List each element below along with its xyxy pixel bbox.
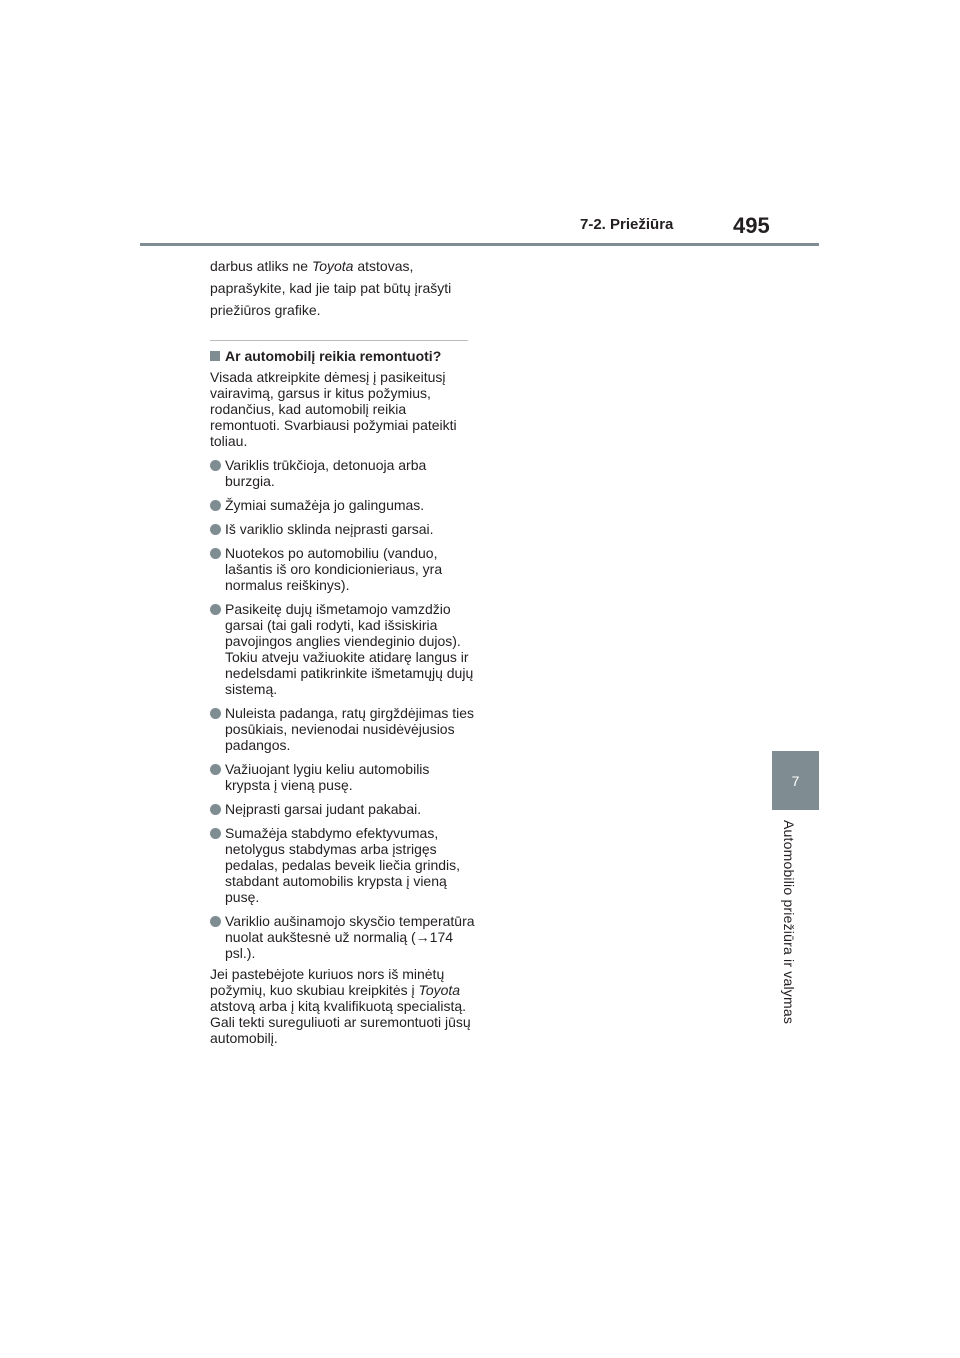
header-rule xyxy=(140,243,819,246)
intro-text-2: atstovas, paprašykite, kad jie taip pat būtų įrašyti priežiūros grafike. xyxy=(210,258,452,318)
list-item-text: Nuleista padanga, ratų girgždėjimas ties posūkiais, nevienodai nusidėvėjusios padangos. xyxy=(225,705,475,753)
list-item xyxy=(210,913,478,961)
closing-text-1: Jei pastebėjote kuriuos nors iš minėtų požymių, kuo skubiau kreipkitės į xyxy=(210,966,445,998)
bullet-dot-icon xyxy=(210,604,221,615)
list-item-text: Žymiai sumažėja jo galingumas. xyxy=(225,497,425,513)
bullet-dot-icon xyxy=(210,708,221,719)
symptom-list xyxy=(210,457,478,961)
chapter-tab xyxy=(772,751,819,810)
bullet-dot-icon xyxy=(210,548,221,559)
bullet-dot-icon xyxy=(210,524,221,535)
chapter-number: 7 xyxy=(791,773,800,789)
main-content xyxy=(210,255,478,1046)
list-item-text: Variklis trūkčioja, detonuoja arba burzgia. xyxy=(225,457,427,489)
list-item xyxy=(210,457,478,489)
page-number: 495 xyxy=(733,213,770,238)
bullet-dot-icon xyxy=(210,804,221,815)
bullet-dot-icon xyxy=(210,916,221,927)
list-item-text: Iš variklio sklinda neįprasti garsai. xyxy=(225,521,434,537)
list-item xyxy=(210,497,478,513)
list-item-text: Nuotekos po automobiliu (vanduo, lašantis iš oro kondicionieriaus, yra normalus reiškinys). xyxy=(225,545,443,593)
closing-text-2: atstovą arba į kitą kvalifikuotą specialistą. xyxy=(210,998,467,1014)
list-item-text: Neįprasti garsai judant pakabai. xyxy=(225,801,422,817)
bullet-dot-icon xyxy=(210,500,221,511)
intro-brand: Toyota xyxy=(311,258,354,274)
section-heading xyxy=(210,347,478,365)
section-title: Ar automobilį reikia remontuoti? xyxy=(225,348,442,364)
list-item xyxy=(210,801,478,817)
list-item-text: Variklio aušinamojo skysčio temperatūra nuolat aukštesnė už normalią (→174 psl.). xyxy=(225,913,475,961)
square-bullet-icon xyxy=(210,351,220,361)
list-item xyxy=(210,601,478,697)
list-item xyxy=(210,761,478,793)
section-divider xyxy=(210,340,468,341)
closing-text-3: Gali tekti sureguliuoti ar suremontuoti jūsų automobilį. xyxy=(210,1014,471,1046)
list-item-text: Važiuojant lygiu keliu automobilis krypsta į vieną pusę. xyxy=(225,761,430,793)
bullet-dot-icon xyxy=(210,764,221,775)
bullet-dot-icon xyxy=(210,460,221,471)
intro-paragraph xyxy=(210,255,478,321)
section-intro: Visada atkreipkite dėmesį į pasikeitusį vairavimą, garsus ir kitus požymius, rodančius, kad automobilį reikia remontuoti. Svarbiausi požymiai pateikti toliau. xyxy=(210,369,457,449)
list-item-text: Pasikeitę dujų išmetamojo vamzdžio garsai (tai gali rodyti, kad išsiskiria pavojingos anglies viendeginio dujos). Tokiu atveju važiuokite atidarę langus ir nedelsdami patikrinkite išmetamųjų dujų sistemą. xyxy=(225,601,474,697)
header-section-title: 7-2. Priežiūra xyxy=(580,216,674,233)
closing-brand: Toyota xyxy=(418,982,461,998)
list-item xyxy=(210,545,478,593)
chapter-title: Automobilio priežiūra ir valymas xyxy=(781,820,797,1025)
list-item-text: Sumažėja stabdymo efektyvumas, netolygus stabdymas arba įstrigęs pedalas, pedalas beveik liečia grindis, stabdant automobilis krypsta į vieną pusę. xyxy=(225,825,461,905)
list-item xyxy=(210,705,478,753)
intro-text-1: darbus atliks ne xyxy=(210,258,312,274)
list-item xyxy=(210,825,478,905)
closing-paragraph xyxy=(210,966,478,1046)
bullet-dot-icon xyxy=(210,828,221,839)
list-item xyxy=(210,521,478,537)
